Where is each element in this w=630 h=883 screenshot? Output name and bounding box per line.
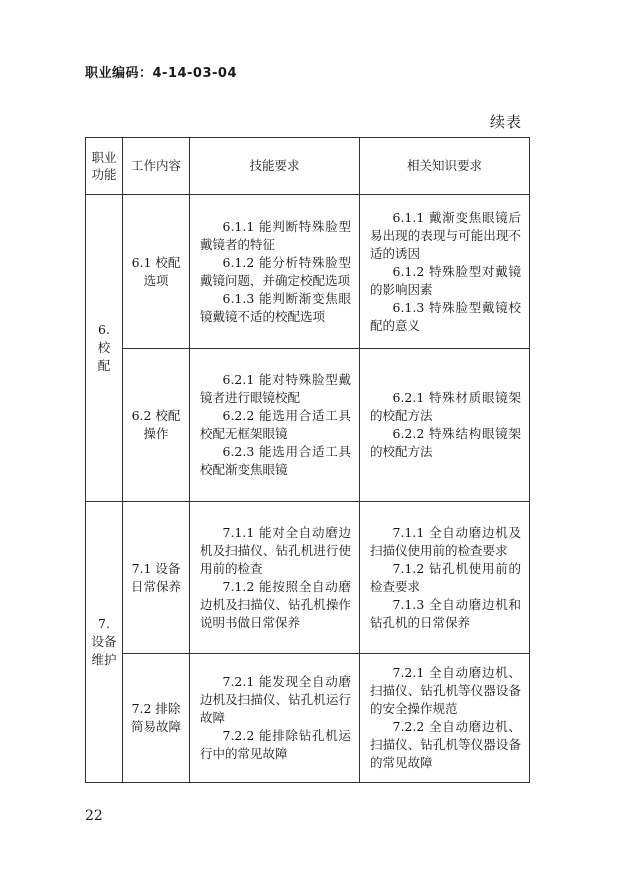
knowledge-entry: 6.1.3 特殊脸型戴镜校配的意义: [370, 299, 521, 333]
work-content-cell: 7.2 排除简易故障: [123, 654, 190, 783]
skill-requirements-cell: [190, 349, 360, 502]
table-row: [86, 349, 530, 502]
function-label-part: 设备: [91, 634, 117, 649]
knowledge-requirements-cell: [360, 349, 530, 502]
skill-entry: 7.2.2 能排除钻孔机运行中的常见故障: [200, 728, 351, 761]
work-content-cell: 7.1 设备日常保养: [123, 502, 190, 654]
knowledge-requirements-cell: [360, 502, 530, 654]
skill-requirements-cell: [190, 502, 360, 654]
header-function: [86, 138, 123, 195]
function-number: 7.: [98, 616, 110, 631]
table-row: [86, 195, 530, 349]
work-content-cell: 6.1 校配选项: [123, 195, 190, 349]
table-row: [86, 502, 530, 654]
header-knowledge-requirements: 相关知识要求: [360, 138, 530, 195]
function-label-part: 维护: [91, 652, 117, 667]
skills-table: [85, 137, 530, 783]
header-work-content: 工作内容: [123, 138, 190, 195]
skill-entry: 6.2.1 能对特殊脸型戴镜者进行眼镜校配: [200, 372, 351, 405]
skill-requirements-cell: [190, 195, 360, 349]
knowledge-requirements-cell: [360, 654, 530, 783]
knowledge-requirements-cell: [360, 195, 530, 349]
knowledge-entry: 7.2.1 全自动磨边机、扫描仪、钻孔机等仪器设备的安全操作规范: [370, 665, 521, 716]
knowledge-entry: 7.2.2 全自动磨边机、扫描仪、钻孔机等仪器设备的常见故障: [370, 719, 521, 770]
page-number: 22: [85, 808, 103, 824]
skill-entry: 6.1.2 能分析特殊脸型戴镜问题，并确定校配选项: [200, 254, 351, 288]
header-function-line2: 功能: [91, 167, 117, 182]
header-skill-requirements: 技能要求: [190, 138, 360, 195]
function-cell-equipment-maintenance: [86, 502, 123, 783]
knowledge-entry: 7.1.2 钻孔机使用前的检查要求: [370, 560, 521, 594]
knowledge-entry: 6.1.1 戴渐变焦眼镜后易出现的表现与可能出现不适的诱因: [370, 209, 521, 261]
skill-entry: 6.1.3 能判断渐变焦眼镜戴镜不适的校配选项: [200, 290, 351, 324]
knowledge-entry: 6.1.2 特殊脸型对戴镜的影响因素: [370, 263, 521, 297]
skill-requirements-cell: [190, 654, 360, 783]
function-cell-calibration: [86, 195, 123, 502]
skill-entry: 7.1.1 能对全自动磨边机及扫描仪、钻孔机进行使用前的检查: [200, 524, 351, 576]
function-label-part: 校: [97, 340, 111, 355]
function-label-part: 配: [97, 358, 111, 373]
skill-entry: 6.2.3 能选用合适工具校配渐变焦眼镜: [200, 444, 351, 477]
table-header-row: [86, 138, 530, 195]
knowledge-entry: 6.2.2 特殊结构眼镜架的校配方法: [370, 426, 521, 459]
header-function-line1: 职业: [91, 150, 117, 165]
work-content-cell: 6.2 校配操作: [123, 349, 190, 502]
knowledge-entry: 6.2.1 特殊材质眼镜架的校配方法: [370, 390, 521, 423]
function-number: 6.: [98, 322, 110, 337]
skill-entry: 6.2.2 能选用合适工具校配无框架眼镜: [200, 408, 351, 441]
knowledge-entry: 7.1.1 全自动磨边机及扫描仪使用前的检查要求: [370, 524, 521, 558]
knowledge-entry: 7.1.3 全自动磨边机和钻孔机的日常保养: [370, 596, 521, 630]
skill-entry: 7.1.2 能按照全自动磨边机及扫描仪、钻孔机操作说明书做日常保养: [200, 578, 351, 630]
skill-entry: 6.1.1 能判断特殊脸型戴镜者的特征: [200, 218, 351, 252]
skill-entry: 7.2.1 能发现全自动磨边机及扫描仪、钻孔机运行故障: [200, 674, 351, 725]
occupation-code: 职业编码：4-14-03-04: [85, 66, 238, 81]
continued-label: 续表: [490, 113, 523, 131]
table-row: [86, 654, 530, 783]
